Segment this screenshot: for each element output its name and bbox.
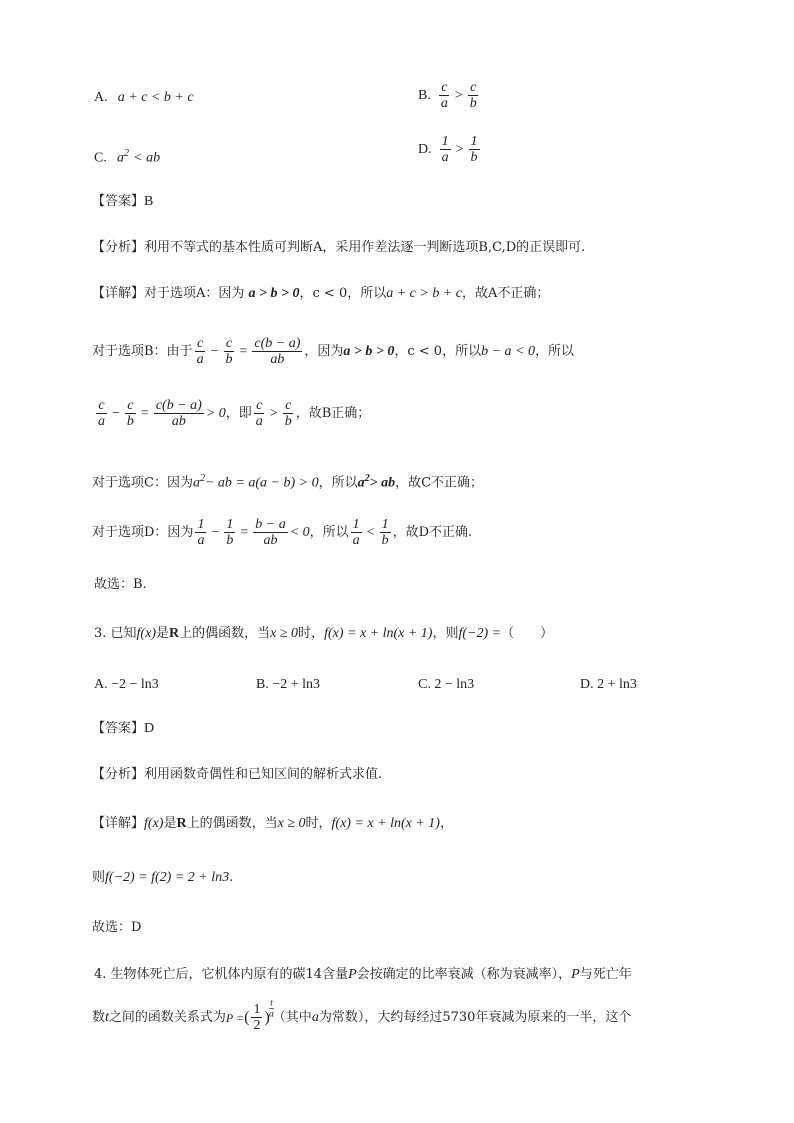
q3-analysis: 【分析】利用函数奇偶性和已知区间的解析式求值.: [92, 767, 383, 782]
q3-answer: 【答案】D: [92, 721, 155, 736]
q3-option-a: A. −2 − ln3: [94, 677, 159, 692]
q3-detail: 【详解】f(x)是R上的偶函数，当x ≥ 0时，f(x) = x + ln(x + 1)，: [92, 816, 453, 831]
q2-option-d-frac2: $\frac{1}{b}$: [470, 134, 478, 165]
q2-option-b-frac1: $\frac{c}{a}$: [440, 80, 448, 111]
q2-detail-a: 【详解】对于选项A：因为 a > b > 0，c < 0，所以a + c > b + c，故A不正确；: [92, 286, 550, 301]
q2-option-d: D. $\frac{1}{a}$ > $\frac{1}{b}$: [418, 134, 478, 165]
detail-tag: 【详解】: [92, 286, 145, 301]
q2-option-d-frac1: $\frac{1}{a}$: [441, 134, 449, 165]
q3-option-c: C. 2 − ln3: [418, 677, 475, 692]
q2-detail-d: 对于选项D：因为 $\frac{1}{a}$ − $\frac{1}{b}$ = $\frac{b - a}{ab}$ < 0 ，所以 $\frac{1}{a}$ < $\frac{1}{b}$ ，故D不正确.: [92, 517, 473, 548]
q2-option-c: C. $a^2$ < ab: [94, 148, 161, 166]
answer-tag: 【答案】: [92, 194, 145, 209]
analysis-tag: 【分析】: [92, 240, 145, 255]
q3-option-b: B. −2 + ln3: [256, 677, 321, 692]
q2-detail-b-line1: 对于选项B：由于 $\frac{c}{a}$ − $\frac{c}{b}$ = $\frac{c(b - a)}{ab}$ ，因为 a > b > 0 ，c < 0，所以 b − a < 0 ，所以: [92, 336, 574, 367]
q2-detail-b-line2: $\frac{c}{a}$ − $\frac{c}{b}$ = $\frac{c(b - a)}{ab}$ > 0 ，即 $\frac{c}{a}$ > $\frac{c}{b}$ ，故B正确；: [98, 398, 371, 429]
q3-option-d: D. 2 + ln3: [580, 677, 637, 692]
q4-line1: 4. 生物体死亡后，它机体内原有的碳14含量P会按确定的比率衰减（称为衰减率），P与死亡年: [94, 967, 632, 982]
q2-conclusion: 故选：B.: [94, 577, 147, 592]
q3-result: 则f(−2) = f(2) = 2 + ln3.: [92, 870, 234, 885]
q2-option-b: B. $\frac{c}{a}$ > $\frac{c}{b}$: [418, 80, 477, 111]
q2-option-a: A. a + c < b + c: [94, 90, 194, 105]
q2-answer: 【答案】B: [92, 194, 154, 209]
q3-stem: 3. 已知f(x)是R上的偶函数，当x ≥ 0时，f(x) = x + ln(x + 1)，则f(−2) =（ ）: [94, 626, 554, 641]
q2-analysis: 【分析】利用不等式的基本性质可判断A，采用作差法逐一判断选项B,C,D的正误即可.: [92, 240, 586, 255]
q3-conclusion: 故选：D: [92, 920, 142, 935]
q2-detail-c: 对于选项C：因为$a^2-$ ab = a(a − b) > 0，所以$a^2>$ ab，故C不正确；: [92, 473, 484, 491]
q4-line2: 数 t 之间的函数关系式为 P = ( $\frac{1}{2}$ ) $\frac{t}{a}$ （其中 a 为常数），大约每经过5730年衰减为原来的一半，这个: [92, 997, 632, 1033]
q2-option-a-math: a + c < b + c: [117, 90, 194, 105]
q2-option-b-frac2: $\frac{c}{b}$: [469, 80, 477, 111]
